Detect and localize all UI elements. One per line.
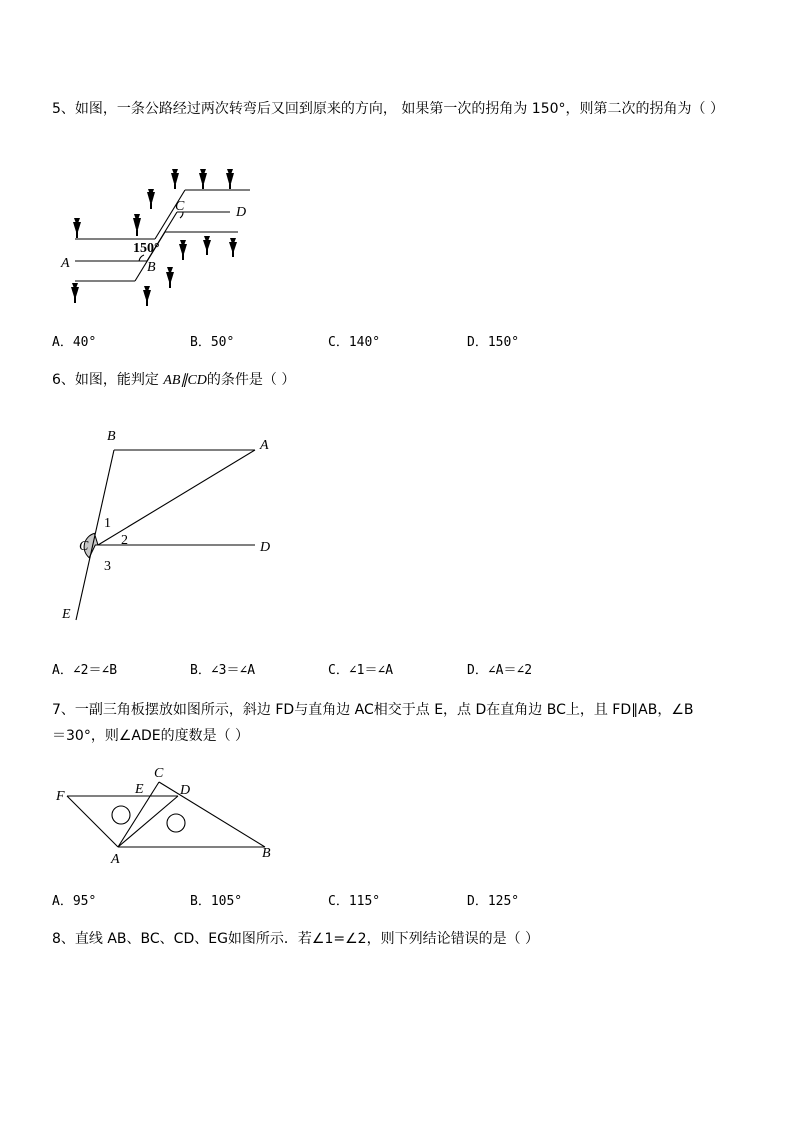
q7-text bbox=[52, 697, 752, 749]
q5-option-c[interactable]: C．140° bbox=[328, 335, 381, 350]
q5-figure bbox=[55, 160, 255, 310]
q5-angle-label: 150° bbox=[133, 241, 160, 256]
q6-label-b: B bbox=[107, 429, 116, 444]
q6-option-c[interactable]: C．∠1＝∠A bbox=[328, 663, 394, 678]
q7-label-d: D bbox=[180, 783, 191, 798]
q7-option-d[interactable]: D．125° bbox=[467, 894, 520, 909]
q8-text: 8、直线 AB、BC、CD、EG如图所示．若∠1=∠2，则下列结论错误的是（ ） bbox=[52, 931, 540, 947]
q7-label-b: B bbox=[262, 846, 271, 861]
q6-angle-1: 1 bbox=[104, 516, 111, 531]
q7-label-f: F bbox=[56, 789, 65, 804]
q5-label-d: D bbox=[236, 205, 247, 220]
q6-angle-2: 2 bbox=[121, 533, 128, 548]
q5-text: 5、如图，一条公路经过两次转弯后又回到原来的方向， 如果第一次的拐角为 150°，则第二次的拐角为（ ） bbox=[52, 101, 724, 117]
q7-figure bbox=[55, 765, 285, 870]
q5-option-b[interactable]: B．50° bbox=[190, 335, 235, 350]
q6-text-pre: 6、如图，能判定 bbox=[52, 372, 164, 388]
q7-option-c[interactable]: C．115° bbox=[328, 894, 381, 909]
q5-option-a[interactable]: A．40° bbox=[52, 335, 97, 350]
q5-option-d[interactable]: D．150° bbox=[467, 335, 520, 350]
q6-option-b[interactable]: B．∠3＝∠A bbox=[190, 663, 256, 678]
q6-angle-3: 3 bbox=[104, 559, 111, 574]
q6-option-a[interactable]: A．∠2＝∠B bbox=[52, 663, 118, 678]
q6-text-post: 的条件是（ ） bbox=[206, 372, 296, 388]
q6-text-em: AB∥CD bbox=[163, 373, 207, 388]
q7-option-b[interactable]: B．105° bbox=[190, 894, 243, 909]
q6-label-a: A bbox=[260, 438, 269, 453]
q7-option-a[interactable]: A．95° bbox=[52, 894, 97, 909]
q6-label-d: D bbox=[260, 540, 271, 555]
q6-label-e: E bbox=[62, 607, 71, 622]
q5-label-a: A bbox=[61, 256, 70, 271]
q6-text bbox=[52, 367, 752, 394]
q7-label-e: E bbox=[135, 782, 144, 797]
q5-label-c: C bbox=[175, 199, 185, 214]
q7-text-line2: ＝30°，则∠ADE的度数是（ ） bbox=[52, 728, 250, 744]
q6-label-c: C bbox=[79, 539, 89, 554]
q6-figure bbox=[55, 420, 285, 630]
q6-option-d[interactable]: D．∠A＝∠2 bbox=[467, 663, 533, 678]
q7-label-a: A bbox=[111, 852, 120, 867]
q7-text-line1: 7、一副三角板摆放如图所示，斜边 FD与直角边 AC相交于点 E，点 D在直角边 BC上，且 FD∥AB，∠B bbox=[52, 702, 694, 718]
q5-label-b: B bbox=[147, 260, 156, 275]
q7-label-c: C bbox=[154, 766, 164, 781]
